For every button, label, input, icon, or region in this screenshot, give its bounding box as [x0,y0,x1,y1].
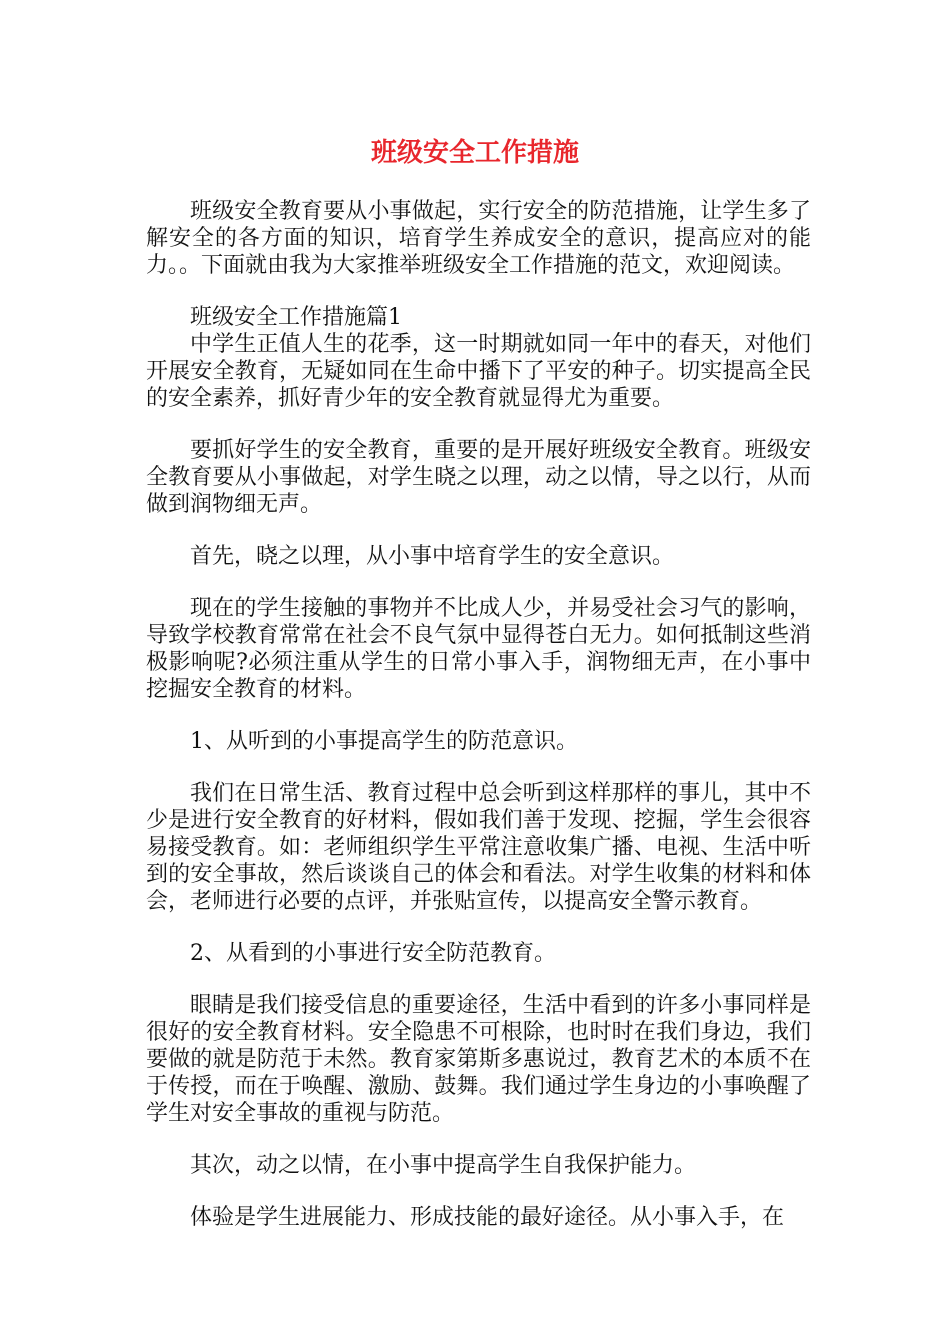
paragraph-11: 体验是学生进展能力、形成技能的最好途径。从小事入手，在 [190,1205,785,1230]
paragraph-7: 我们在日常生活、教育过程中总会听到这样那样的事儿，其中不少是进行安全教育的好材料，假如我们善于发现、挖掘，学生会很容易接受教育。如：老师组织学生平常注意收集广播、电视、生活中听到的安全事故，然后谈谈自己的体会和看法。对学生收集的材料和体会，老师进行必要的点评，并张贴宣传，以提高安全警示教育。 [146,781,811,914]
section-heading-1: 班级安全工作措施篇1 [190,305,402,330]
document-title: 班级安全工作措施 [370,138,579,168]
document-body [146,198,811,1256]
paragraph-3: 要抓好学生的安全教育，重要的是开展好班级安全教育。班级安全教育要从小事做起，对学生晓之以理，动之以情，导之以行，从而做到润物细无声。 [146,438,811,517]
intro-paragraph: 班级安全教育要从小事做起，实行安全的防范措施，让学生多了解安全的各方面的知识，培育学生养成安全的意识，提高应对的能力。。下面就由我为大家推举班级安全工作措施的范文，欢迎阅读。 [146,199,811,278]
paragraph-10: 其次，动之以情，在小事中提高学生自我保护能力。 [190,1153,697,1178]
paragraph-8: 2、从看到的小事进行安全防范教育。 [190,941,556,966]
paragraph-5: 现在的学生接触的事物并不比成人少，并易受社会习气的影响，导致学校教育常常在社会不良气氛中显得苍白无力。如何抵制这些消极影响呢?必须注重从学生的日常小事入手，润物细无声，在小事中挖掘安全教育的材料。 [146,596,811,702]
paragraph-6: 1、从听到的小事提高学生的防范意识。 [190,729,578,754]
paragraph-9: 眼睛是我们接受信息的重要途径，生活中看到的许多小事同样是很好的安全教育材料。安全隐患不可根除，也时时在我们身边，我们要做的就是防范于未然。教育家第斯多惠说过，教育艺术的本质不在于传授，而在于唤醒、激励、鼓舞。我们通过学生身边的小事唤醒了学生对安全事故的重视与防范。 [146,993,811,1126]
paragraph-2: 中学生正值人生的花季，这一时期就如同一年中的春天，对他们开展安全教育，无疑如同在生命中播下了平安的种子。切实提高全民的安全素养，抓好青少年的安全教育就显得尤为重要。 [146,332,811,411]
paragraph-4: 首先，晓之以理，从小事中培育学生的安全意识。 [190,544,675,569]
